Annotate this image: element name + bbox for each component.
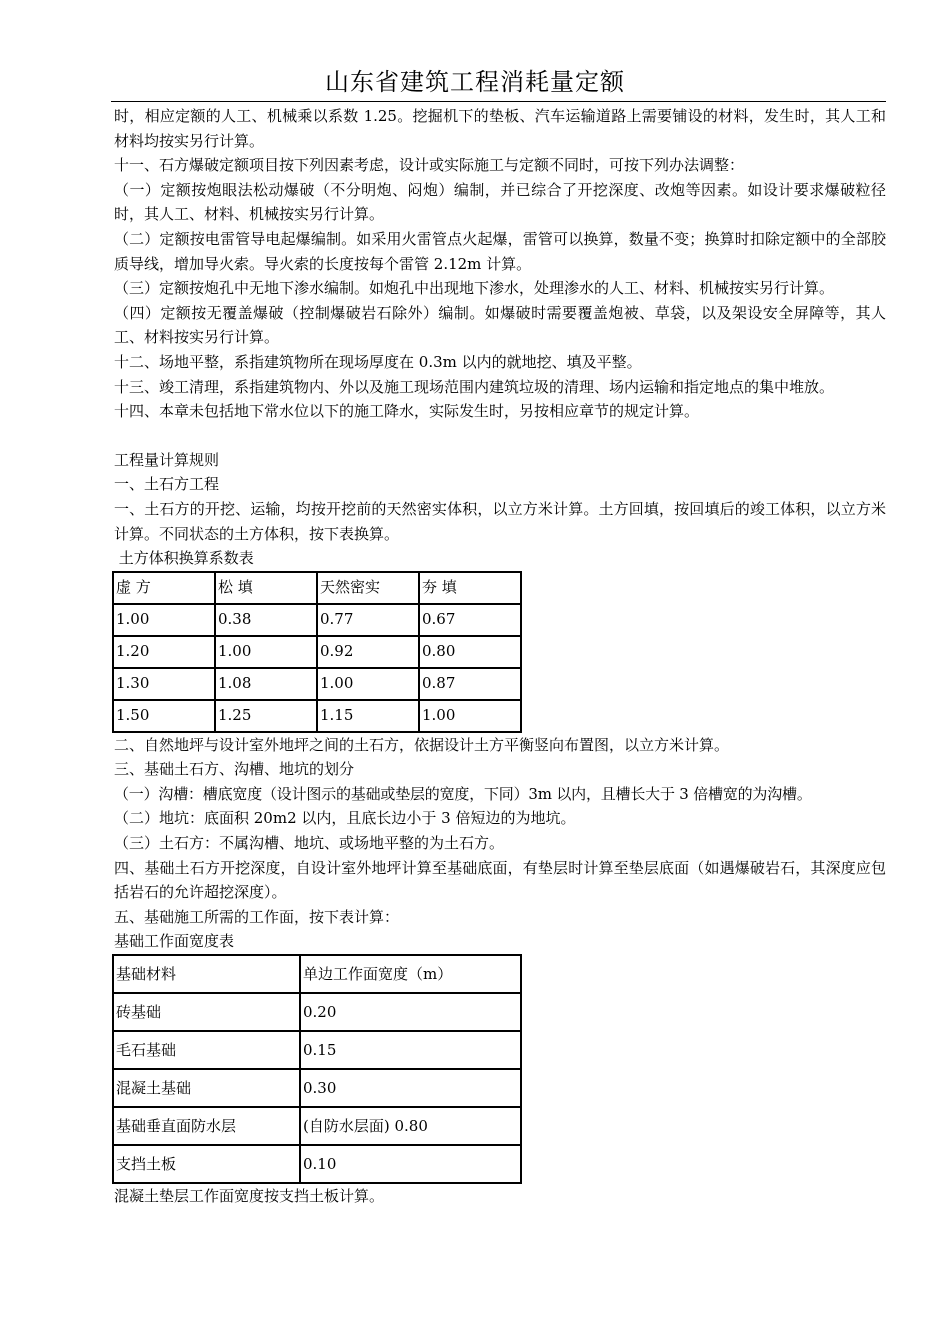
table-header-cell: 基础材料 (113, 955, 300, 993)
table-cell: 0.20 (300, 993, 521, 1031)
table-cell: 1.25 (215, 700, 317, 732)
table-cell: 基础垂直面防水层 (113, 1107, 300, 1145)
subsection-heading: 一、土石方工程 (114, 475, 220, 494)
table-caption: 基础工作面宽度表 (114, 932, 235, 951)
table-cell: 1.20 (113, 636, 215, 668)
table-header-row (113, 572, 521, 604)
paragraph: （一）定额按炮眼法松动爆破（不分明炮、闷炮）编制，并已综合了开挖深度、改炮等因素。如设计要求爆破粒径时，其人工、材料、机械按实另行计算。 (114, 180, 886, 224)
table-cell: 1.08 (215, 668, 317, 700)
table-cell: 0.80 (419, 636, 521, 668)
table-cell: 1.00 (419, 700, 521, 732)
paragraph: 三、基础土石方、沟槽、地坑的划分 (114, 760, 355, 779)
table-header-row (113, 955, 521, 993)
table-cell: 0.87 (419, 668, 521, 700)
table-row (113, 668, 521, 700)
paragraph: （二）地坑：底面积 20m2 以内，且底长边小于 3 倍短边的为地坑。 (114, 809, 576, 828)
table-row (113, 1031, 521, 1069)
table-cell: 1.50 (113, 700, 215, 732)
paragraph: 四、基础土石方开挖深度，自设计室外地坪计算至基础底面，有垫层时计算至垫层底面（如遇爆破岩石，其深度应包括岩石的允许超挖深度）。 (114, 858, 886, 902)
table-row (113, 1107, 521, 1145)
table-cell: 砖基础 (113, 993, 300, 1031)
table-cell: 1.00 (113, 604, 215, 636)
paragraph: （二）定额按电雷管导电起爆编制。如采用火雷管点火起爆，雷管可以换算，数量不变；换算时扣除定额中的全部胶质导线，增加导火索。导火索的长度按每个雷管 2.12m 计算。 (114, 229, 886, 273)
paragraph: 五、基础施工所需的工作面，按下表计算： (114, 907, 400, 926)
table-cell: 0.67 (419, 604, 521, 636)
table-cell: 0.10 (300, 1145, 521, 1183)
table-row (113, 993, 521, 1031)
paragraph: 时，相应定额的人工、机械乘以系数 1.25。挖掘机下的垫板、汽车运输道路上需要铺设的材料，发生时，其人工和材料均按实另行计算。 (114, 107, 886, 150)
paragraph: 二、自然地坪与设计室外地坪之间的土石方，依据设计土方平衡竖向布置图，以立方米计算。 (114, 735, 730, 754)
table-cell: 1.00 (215, 636, 317, 668)
spacer (114, 424, 886, 448)
paragraph: （四）定额按无覆盖爆破（控制爆破岩石除外）编制。如爆破时需要覆盖炮被、草袋，以及架设安全屏障等，其人工、材料按实另行计算。 (114, 303, 886, 347)
table-cell: 0.77 (317, 604, 419, 636)
table-cell: 混凝土基础 (113, 1069, 300, 1107)
table-row (113, 604, 521, 636)
table-cell: 0.38 (215, 604, 317, 636)
table-cell: 1.00 (317, 668, 419, 700)
table-cell: (自防水层面) 0.80 (300, 1107, 521, 1145)
table-row (113, 1069, 521, 1107)
table-caption: 土方体积换算系数表 (114, 549, 254, 568)
table-header-cell: 夯 填 (419, 572, 521, 604)
header-rule (111, 101, 886, 102)
table-cell: 支挡土板 (113, 1145, 300, 1183)
table-cell: 毛石基础 (113, 1031, 300, 1069)
paragraph: （一）沟槽：槽底宽度（设计图示的基础或垫层的宽度，下同）3m 以内，且槽长大于 3 倍槽宽的为沟槽。 (114, 784, 812, 803)
work-surface-table (112, 954, 522, 1184)
table-cell: 1.30 (113, 668, 215, 700)
paragraph: （三）定额按炮孔中无地下渗水编制。如炮孔中出现地下渗水，处理渗水的人工、材料、机械按实另行计算。 (114, 279, 835, 298)
paragraph: 十四、本章未包括地下常水位以下的施工降水，实际发生时，另按相应章节的规定计算。 (114, 402, 700, 421)
paragraph: 一、土石方的开挖、运输，均按开挖前的天然密实体积，以立方米计算。土方回填，按回填后的竣工体积，以立方米计算。不同状态的土方体积，按下表换算。 (114, 499, 886, 543)
table-cell: 0.30 (300, 1069, 521, 1107)
paragraph: 十二、场地平整，系指建筑物所在现场厚度在 0.3m 以内的就地挖、填及平整。 (114, 352, 642, 371)
document-body (114, 104, 886, 1209)
soil-volume-table (112, 571, 522, 733)
table-header-cell: 松 填 (215, 572, 317, 604)
paragraph: 十一、石方爆破定额项目按下列因素考虑，设计或实际施工与定额不同时，可按下列办法调整： (114, 156, 745, 175)
footer-note: 混凝土垫层工作面宽度按支挡土板计算。 (114, 1187, 385, 1206)
paragraph: （三）土石方：不属沟槽、地坑、或场地平整的为土石方。 (114, 834, 505, 853)
table-header-cell: 天然密实 (317, 572, 419, 604)
paragraph: 十三、竣工清理，系指建筑物内、外以及施工现场范围内建筑垃圾的清理、场内运输和指定地点的集中堆放。 (114, 377, 835, 396)
table-cell: 0.15 (300, 1031, 521, 1069)
table-row (113, 636, 521, 668)
section-heading: 工程量计算规则 (114, 450, 220, 469)
table-row (113, 700, 521, 732)
table-cell: 1.15 (317, 700, 419, 732)
table-header-cell: 单边工作面宽度（m） (300, 955, 521, 993)
table-header-cell: 虚 方 (113, 572, 215, 604)
table-cell: 0.92 (317, 636, 419, 668)
page-title: 山东省建筑工程消耗量定额 (325, 68, 625, 96)
table-row (113, 1145, 521, 1183)
